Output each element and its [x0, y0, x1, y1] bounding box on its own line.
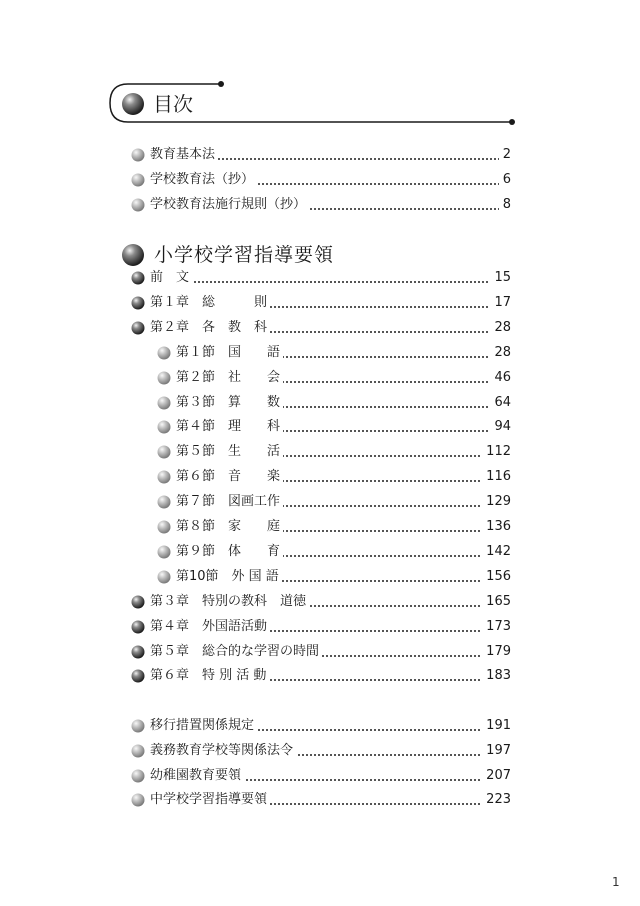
- toc-entry[interactable]: [0, 343, 640, 363]
- toc-entry-label: 第５節 生 活: [176, 442, 283, 462]
- toc-entry-page: 207: [482, 766, 511, 786]
- bullet-sphere-icon: [131, 620, 145, 634]
- toc-entry-page: 116: [482, 467, 511, 487]
- toc-entry-label: 第２節 社 会: [176, 368, 283, 388]
- toc-entry-label: 中学校学習指導要領: [150, 790, 270, 810]
- toc-entry-label: 前 文: [150, 268, 192, 288]
- title-sphere-icon: [121, 92, 145, 116]
- bullet-sphere-icon: [131, 198, 145, 212]
- leader-dots: [151, 281, 508, 283]
- toc-entry-page: 46: [490, 368, 511, 388]
- toc-entry-label: 第４章 外国語活動: [150, 617, 270, 637]
- toc-entry-label: 教育基本法: [150, 145, 218, 165]
- toc-entry-label: 第４節 理 科: [176, 417, 283, 437]
- toc-entry-page: 156: [482, 567, 511, 587]
- toc-entry-label: 第９節 体 育: [176, 542, 283, 562]
- bullet-sphere-icon: [157, 520, 171, 534]
- bullet-sphere-icon: [131, 793, 145, 807]
- toc-entry-label: 幼稚園教育要領: [150, 766, 244, 786]
- bullet-sphere-icon: [157, 470, 171, 484]
- toc-entry-page: 28: [490, 318, 511, 338]
- toc-entry-label: 第８節 家 庭: [176, 517, 283, 537]
- toc-entry[interactable]: [0, 293, 640, 313]
- bullet-sphere-icon: [131, 719, 145, 733]
- toc-entry[interactable]: [0, 542, 640, 562]
- toc-entry[interactable]: [0, 617, 640, 637]
- toc-entry[interactable]: [0, 741, 640, 761]
- toc-entry[interactable]: [0, 592, 640, 612]
- bullet-sphere-icon: [157, 570, 171, 584]
- toc-entry-label: 第１章 総 則: [150, 293, 270, 313]
- toc-entry-page: 8: [499, 195, 511, 215]
- bullet-sphere-icon: [131, 296, 145, 310]
- toc-entry-label: 第３節 算 数: [176, 393, 283, 413]
- toc-entry[interactable]: [0, 666, 640, 686]
- toc-entry-page: 179: [482, 642, 511, 662]
- toc-entry-page: 64: [490, 393, 511, 413]
- title-bracket-lines: [0, 0, 640, 140]
- toc-entry-label: 第１節 国 語: [176, 343, 283, 363]
- toc-entry[interactable]: [0, 467, 640, 487]
- toc-entry-label: 第７節 図画工作: [176, 492, 283, 512]
- toc-entry[interactable]: [0, 393, 640, 413]
- toc-entry-label: 学校教育法（抄）: [150, 170, 257, 190]
- section-title: 小学校学習指導要領: [154, 244, 335, 266]
- toc-entry[interactable]: [0, 368, 640, 388]
- toc-entry-page: 2: [499, 145, 511, 165]
- bullet-sphere-icon: [131, 173, 145, 187]
- toc-entry[interactable]: [0, 642, 640, 662]
- toc-entry-page: 6: [499, 170, 511, 190]
- bullet-sphere-icon: [131, 669, 145, 683]
- toc-entry-page: 112: [482, 442, 511, 462]
- toc-entry[interactable]: [0, 195, 640, 215]
- bullet-sphere-icon: [131, 769, 145, 783]
- bullet-sphere-icon: [131, 595, 145, 609]
- toc-entry-label: 第２章 各 教 科: [150, 318, 270, 338]
- toc-entry-page: 223: [482, 790, 511, 810]
- toc-entry[interactable]: [0, 417, 640, 437]
- section-sphere-icon: [121, 243, 145, 267]
- toc-entry-page: 191: [482, 716, 511, 736]
- toc-entry-label: 第３章 特別の教科 道徳: [150, 592, 309, 612]
- toc-entry-page: 15: [490, 268, 511, 288]
- toc-entry-page: 165: [482, 592, 511, 612]
- toc-entry-label: 義務教育学校等関係法令: [150, 741, 296, 761]
- bullet-sphere-icon: [157, 495, 171, 509]
- toc-entry-page: 28: [490, 343, 511, 363]
- bullet-sphere-icon: [131, 148, 145, 162]
- toc-entry[interactable]: [0, 268, 640, 288]
- toc-entry[interactable]: [0, 170, 640, 190]
- toc-entry[interactable]: [0, 442, 640, 462]
- toc-entry[interactable]: [0, 567, 640, 587]
- bullet-sphere-icon: [157, 545, 171, 559]
- toc-entry-label: 学校教育法施行規則（抄）: [150, 195, 309, 215]
- bullet-sphere-icon: [131, 744, 145, 758]
- bullet-sphere-icon: [157, 445, 171, 459]
- toc-entry-page: 94: [490, 417, 511, 437]
- bullet-sphere-icon: [157, 420, 171, 434]
- page-number: 1: [612, 875, 620, 889]
- toc-entry-label: 第６章 特 別 活 動: [150, 666, 269, 686]
- page-title: 目次: [153, 92, 193, 116]
- toc-entry-page: 142: [482, 542, 511, 562]
- toc-entry[interactable]: [0, 716, 640, 736]
- toc-entry-label: 移行措置関係規定: [150, 716, 257, 736]
- toc-entry-label: 第10節 外 国 語: [176, 567, 282, 587]
- bullet-sphere-icon: [157, 396, 171, 410]
- bullet-sphere-icon: [157, 346, 171, 360]
- toc-entry[interactable]: [0, 517, 640, 537]
- toc-entry-label: 第５章 総合的な学習の時間: [150, 642, 322, 662]
- toc-entry[interactable]: [0, 318, 640, 338]
- toc-entry-page: 173: [482, 617, 511, 637]
- toc-entry[interactable]: [0, 492, 640, 512]
- toc-entry-page: 136: [482, 517, 511, 537]
- toc-entry-page: 17: [490, 293, 511, 313]
- toc-entry-page: 183: [482, 666, 511, 686]
- bullet-sphere-icon: [131, 271, 145, 285]
- bullet-sphere-icon: [157, 371, 171, 385]
- toc-entry-page: 129: [482, 492, 511, 512]
- toc-entry-page: 197: [482, 741, 511, 761]
- bullet-sphere-icon: [131, 321, 145, 335]
- toc-entry[interactable]: [0, 766, 640, 786]
- bullet-sphere-icon: [131, 645, 145, 659]
- toc-entry[interactable]: [0, 145, 640, 165]
- toc-entry[interactable]: [0, 790, 640, 810]
- toc-entry-label: 第６節 音 楽: [176, 467, 283, 487]
